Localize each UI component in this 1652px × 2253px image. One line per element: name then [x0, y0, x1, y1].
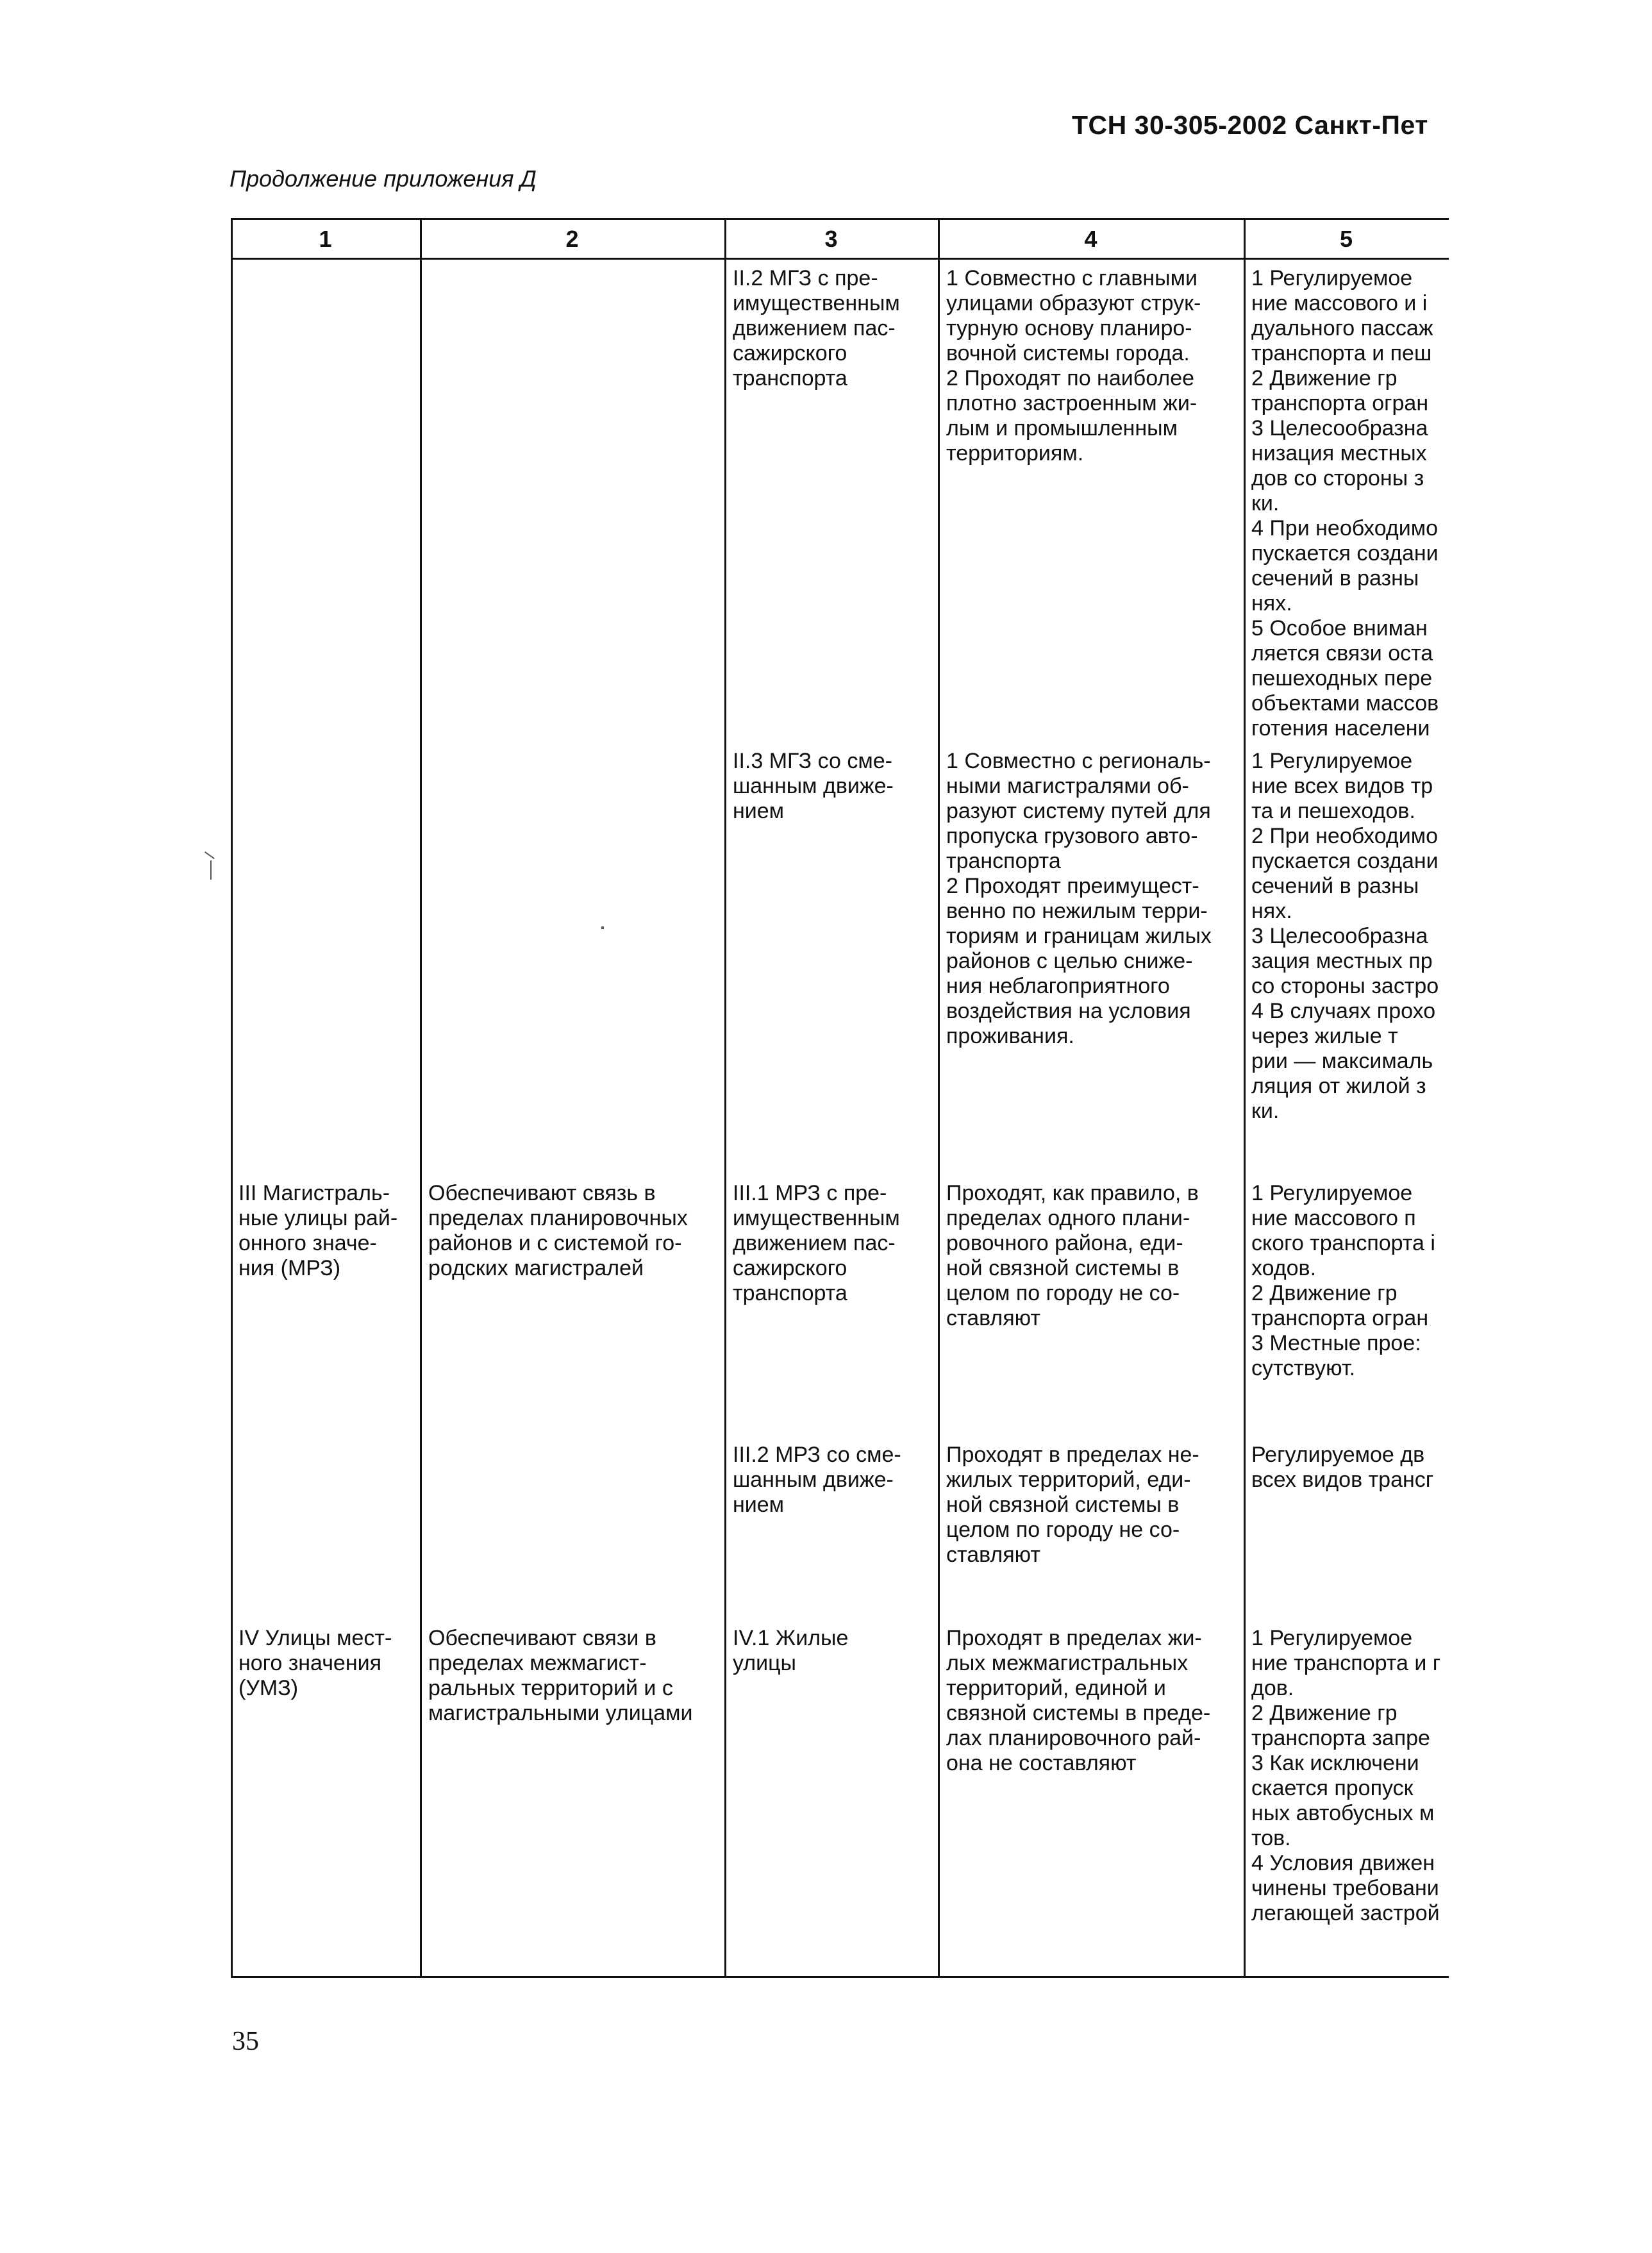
column-header-4: 4 [1084, 226, 1097, 252]
column-divider [1244, 218, 1246, 1978]
row-1-col-3: II.2 МГЗ с пре- имущественным движением пас- сажирского транспорта [733, 266, 900, 390]
row-1-col-4: 1 Совместно с главными улицами образуют струк- турную основу планиро- вочной системы города. 2 Проходят по наиболее плотно застроенным жи- лым и промышленным территориям. [946, 266, 1201, 465]
scan-mark [601, 926, 604, 929]
row-2-col-5: 1 Регулируемое ние всех видов тр та и пешеходов. 2 При необходимо пускается создани сечений в разны нях. 3 Целесообразна зация местных пр со стороны застро 4 В случаях прохо через жилые т рии — максималь ляция от жилой з ки. [1251, 749, 1439, 1123]
row-3-col-3: III.1 МРЗ с пре- имущественным движением пас- сажирского транспорта [733, 1181, 900, 1305]
table-bottom-border [231, 1976, 1449, 1978]
column-header-1: 1 [319, 226, 332, 252]
document-header: ТСН 30-305-2002 Санкт-Пет [1072, 110, 1428, 140]
column-divider [724, 218, 726, 1978]
column-divider [231, 218, 233, 1978]
column-divider [420, 218, 422, 1978]
row-3-col-2: Обеспечивают связь в пределах планировочных районов и с системой го- родских магистралей [428, 1181, 688, 1280]
row-3-col-1: III Магистраль- ные улицы рай- онного значе- ния (МРЗ) [238, 1181, 398, 1280]
column-header-3: 3 [824, 226, 838, 252]
row-3-col-5: 1 Регулируемое ние массового п ского транспорта і ходов. 2 Движение гр транспорта огран 3 Местные прое: сутствуют. [1251, 1181, 1435, 1380]
row-4-col-4: Проходят в пределах не- жилых территорий, еди- ной связной системы в целом по городу не со- ставляют [946, 1443, 1199, 1567]
row-5-col-5: 1 Регулируемое ние транспорта и г дов. 2 Движение гр транспорта запре 3 Как исключени скается пропуск ных автобусных м тов. 4 Условия движен чинены требовани легающей застрой [1251, 1626, 1441, 1925]
scan-mark [210, 860, 212, 880]
page-number: 35 [232, 2027, 259, 2056]
row-5-col-2: Обеспечивают связи в пределах межмагист- ральных территорий и с магистральными улицами [428, 1626, 693, 1725]
row-1-col-5: 1 Регулируемое ние массового и і дуального пассаж транспорта и пеш 2 Движение гр транспорта огран 3 Целесообразна низация местных дов со стороны з ки. 4 При необходимо пускается создани сечений в разны нях. 5 Особое вниман ляется связи оста пешеходных пере объектами массов готения населени [1251, 266, 1439, 741]
row-2-col-4: 1 Совместно с региональ- ными магистралями об- разуют систему путей для пропуска грузового авто- транспорта 2 Проходят преимущест- венно по нежилым терри- ториям и границам жилых районов с целью сниже- ния неблагоприятного воздействия на условия проживания. [946, 749, 1212, 1048]
row-3-col-4: Проходят, как правило, в пределах одного плани- ровочного района, еди- ной связной системы в целом по городу не со- ставляют [946, 1181, 1199, 1330]
table-header-underline [231, 258, 1449, 260]
column-divider [938, 218, 940, 1978]
row-2-col-3: II.3 МГЗ со сме- шанным движе- нием [733, 749, 894, 823]
row-5-col-3: IV.1 Жилые улицы [733, 1626, 849, 1675]
scan-mark [204, 851, 215, 859]
column-header-5: 5 [1339, 226, 1353, 252]
table-top-border [231, 218, 1449, 220]
row-5-col-4: Проходят в пределах жи- лых межмагистральных территорий, единой и связной системы в преде- лах планировочного рай- она не составляют [946, 1626, 1211, 1775]
data-table [231, 218, 1449, 1978]
column-header-2: 2 [565, 226, 579, 252]
row-5-col-1: IV Улицы мест- ного значения (УМЗ) [238, 1626, 392, 1700]
appendix-label: Продолжение приложения Д [229, 165, 537, 192]
row-4-col-5: Регулируемое дв всех видов трансг [1251, 1443, 1434, 1492]
row-4-col-3: III.2 МРЗ со сме- шанным движе- нием [733, 1443, 901, 1517]
